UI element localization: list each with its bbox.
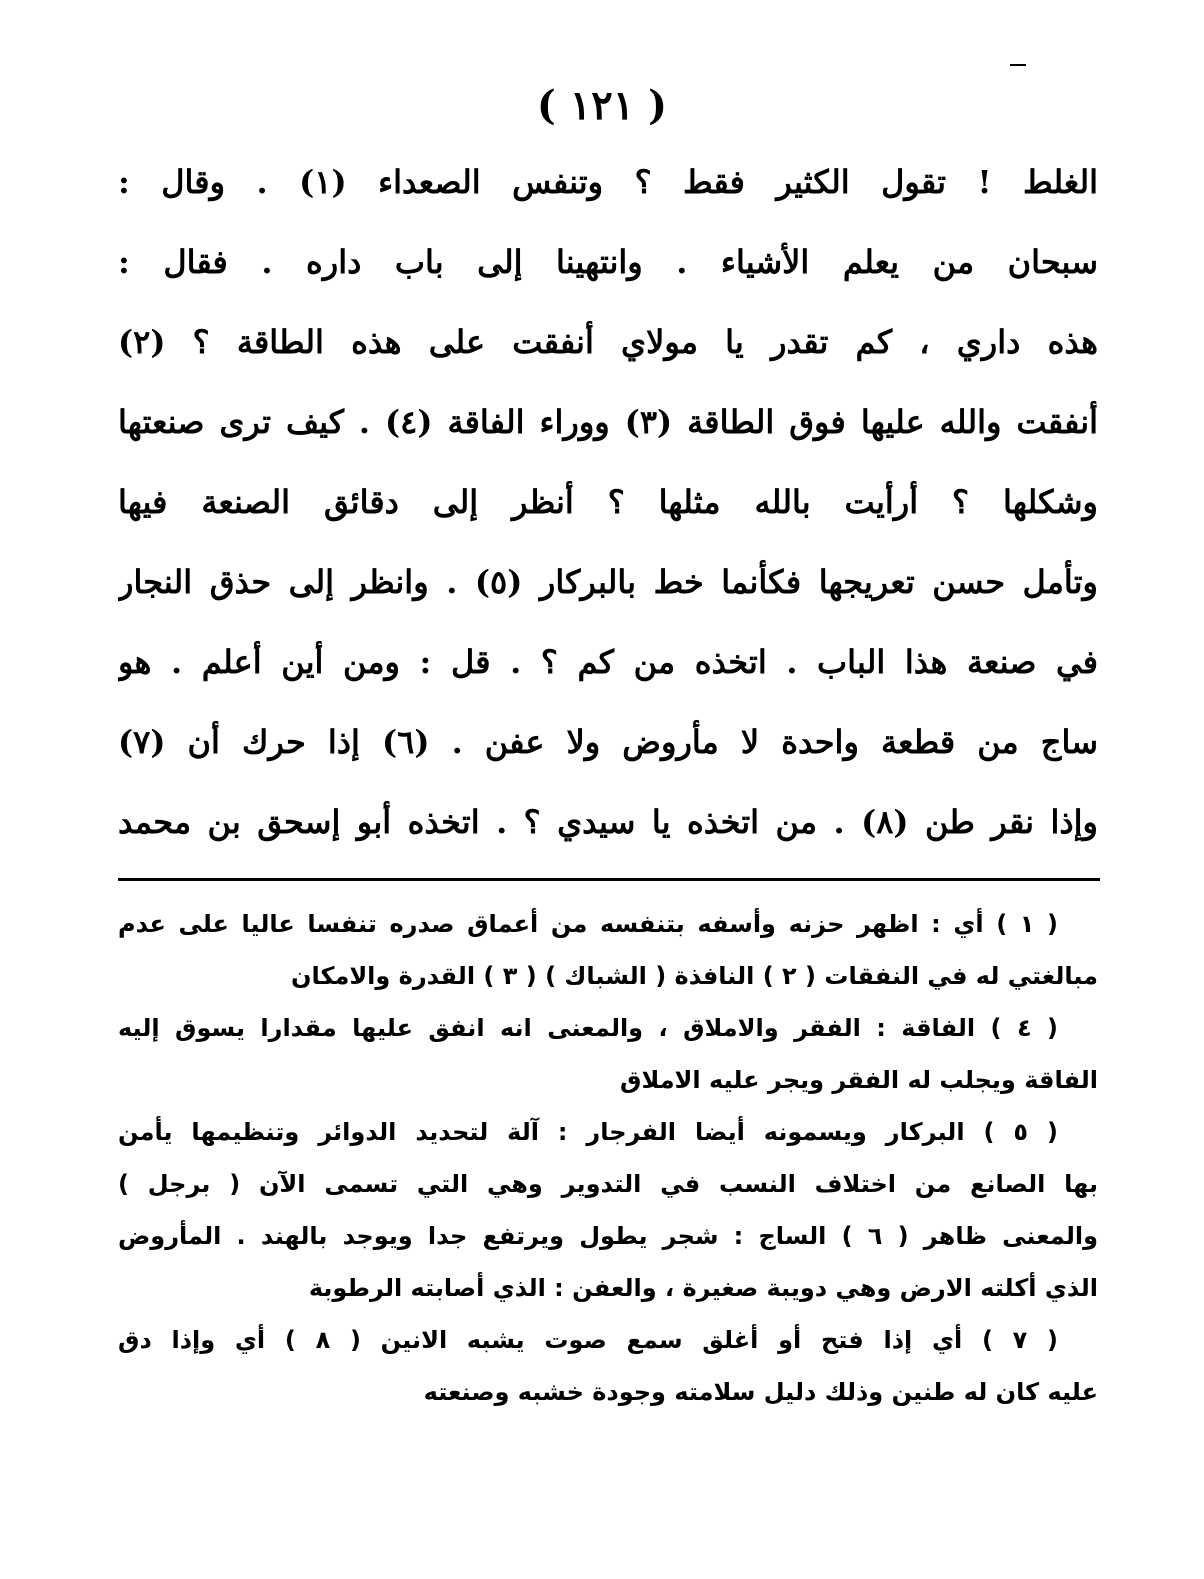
footnotes [118, 898, 1098, 1418]
footnote-line: ( ٥ ) البركار ويسمونه أيضا الفرجار : آلة لتحديد الدوائر وتنظيمها يأمن [118, 1118, 1058, 1146]
footnote-line: ( ٧ ) أي إذا فتح أو أغلق سمع صوت يشبه الانين ( ٨ ) أي وإذا دق [118, 1326, 1059, 1354]
footnote-line: مبالغتي له في النفقات ( ٢ ) النافذة ( الشباك ) ( ٣ ) القدرة والامكان [291, 962, 1098, 990]
corner-mark [1010, 64, 1026, 66]
text-line: وشكلها ؟ أرأيت بالله مثلها ؟ أنظر إلى دقائق الصنعة فيها [118, 483, 1098, 521]
text-line: ساج من قطعة واحدة لا مأروض ولا عفن . (٦) إذا حرك أن (٧) [118, 723, 1098, 761]
footnote-line: الذي أكلته الارض وهي دويبة صغيرة ، والعفن : الذي أصابته الرطوبة [308, 1274, 1098, 1302]
footnote-line: ( ٤ ) الفاقة : الفقر والاملاق ، والمعنى انه انفق عليها مقدارا يسوق إليه [118, 1014, 1059, 1042]
footnote-line: الفاقة ويجلب له الفقر ويجر عليه الاملاق [620, 1066, 1098, 1094]
footnote-separator [118, 878, 1100, 881]
text-line: وتأمل حسن تعريجها فكأنما خط بالبركار (٥) . وانظر إلى حذق النجار [118, 563, 1098, 601]
footnote-line: والمعنى ظاهر ( ٦ ) الساج : شجر يطول ويرتفع جدا ويوجد بالهند . المأروض [118, 1222, 1098, 1250]
text-line: الغلط ! تقول الكثير فقط ؟ وتنفس الصعداء (١) . وقال : [118, 163, 1098, 201]
footnote-line: بها الصانع من اختلاف النسب في التدوير وهي التي تسمى الآن ( برجل ) [118, 1170, 1098, 1198]
text-line: هذه داري ، كم تقدر يا مولاي أنفقت على هذه الطاقة ؟ (٢) [118, 323, 1098, 361]
text-line: أنفقت والله عليها فوق الطاقة (٣) ووراء الفاقة (٤) . كيف ترى صنعتها [118, 403, 1098, 441]
text-line: وإذا نقر طن (٨) . من اتخذه يا سيدي ؟ . اتخذه أبو إسحق بن محمد [118, 803, 1098, 841]
text-line: في صنعة هذا الباب . اتخذه من كم ؟ . قل : ومن أين أعلم . هو [118, 643, 1098, 681]
footnote-line: عليه كان له طنين وذلك دليل سلامته وجودة خشبه وصنعته [423, 1378, 1098, 1406]
text-line: سبحان من يعلم الأشياء . وانتهينا إلى باب داره . فقال : [118, 243, 1098, 281]
footnote-line: ( ١ ) أي : اظهر حزنه وأسفه بتنفسه من أعماق صدره تنفسا عاليا على عدم [118, 910, 1058, 938]
page-number: ( ١٢١ ) [536, 82, 668, 129]
main-text [118, 142, 1098, 862]
